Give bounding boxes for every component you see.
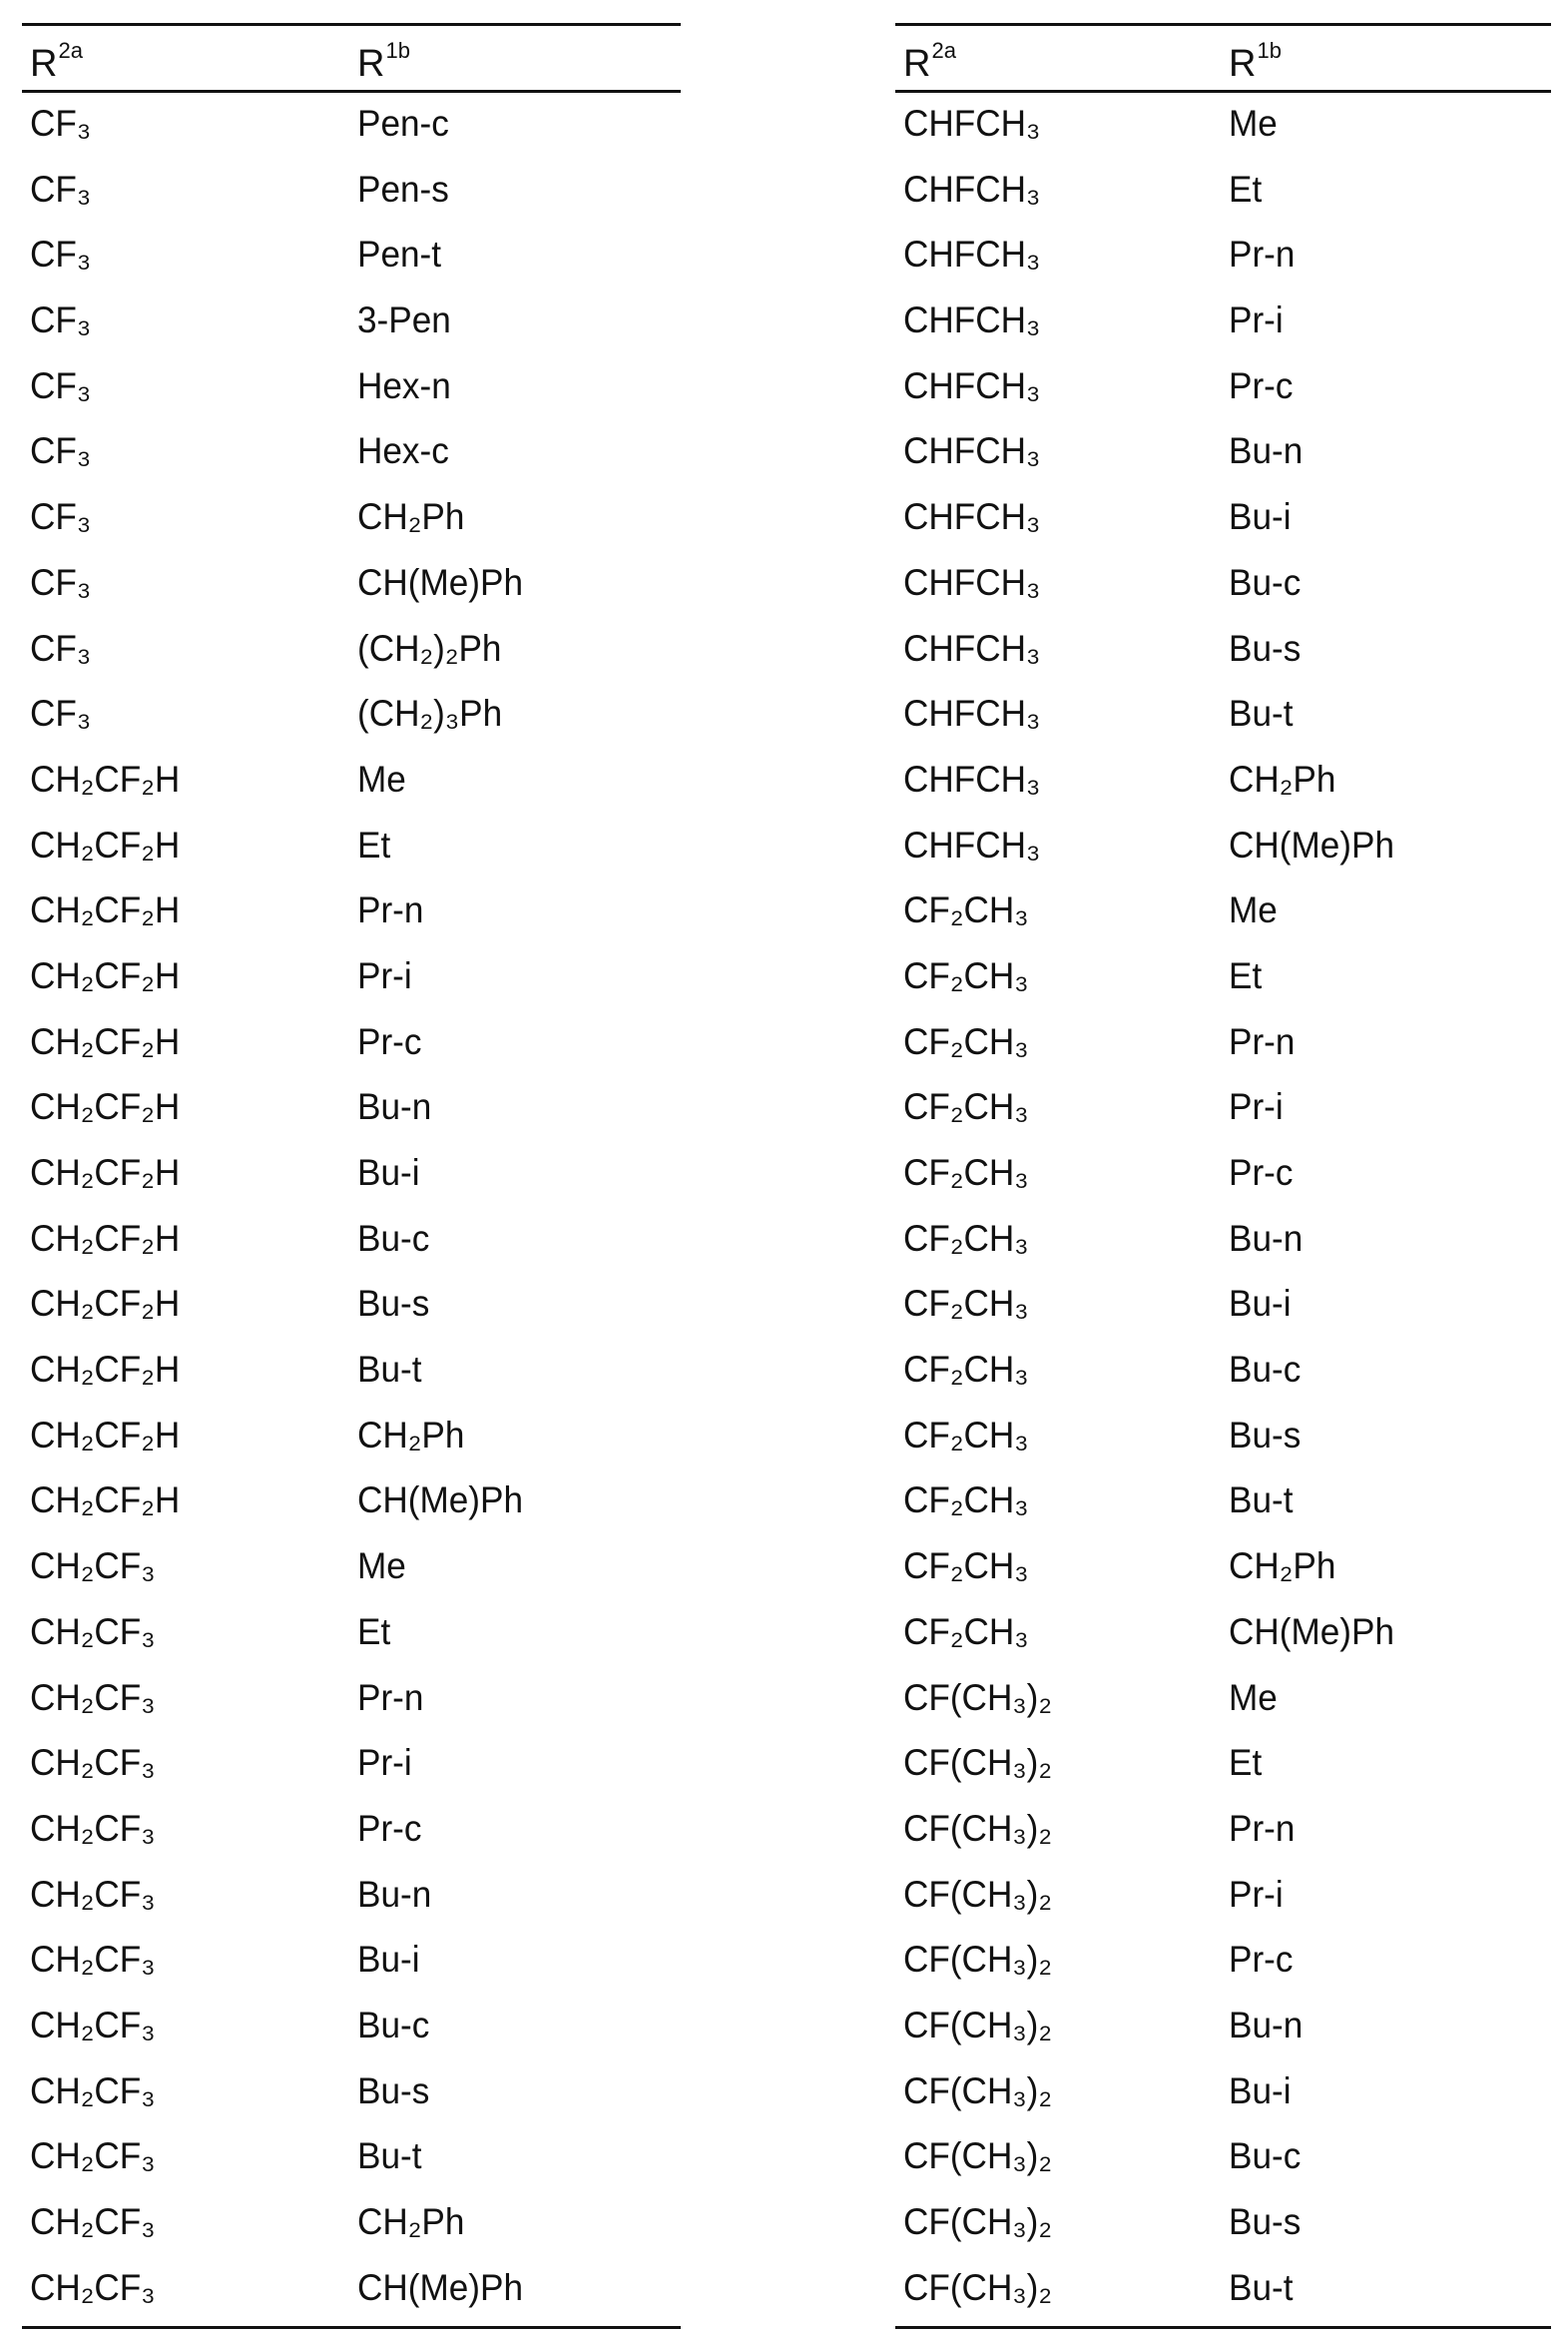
cell-r2a: CH₂CF₃	[30, 1939, 156, 1981]
cell-r2a: CHFCH₃	[903, 234, 1040, 276]
table-row	[22, 1601, 681, 1667]
header-r1b-sup: 1b	[1257, 38, 1281, 63]
table-row	[22, 355, 681, 421]
table-row	[22, 1405, 681, 1470]
cell-r2a: CH₂CF₂H	[30, 1152, 180, 1194]
cell-r2a: CF₂CH₃	[903, 1021, 1029, 1063]
cell-r1b: Bu-i	[1229, 2070, 1292, 2112]
cell-r2a: CH₂CF₂H	[30, 1349, 180, 1391]
cell-r1b: CH₂Ph	[357, 496, 464, 538]
cell-r1b: Bu-i	[1229, 496, 1292, 538]
cell-r1b: Me	[1229, 103, 1278, 145]
cell-r2a: CF₂CH₃	[903, 1611, 1029, 1653]
cell-r1b: Pr-c	[1229, 365, 1293, 407]
table-header	[895, 26, 1551, 93]
header-r2a-label: R	[903, 43, 930, 85]
table-row	[22, 2125, 681, 2191]
table-row	[895, 2257, 1551, 2323]
table-row	[895, 1732, 1551, 1798]
table-row	[22, 945, 681, 1011]
cell-r1b: Bu-t	[1229, 693, 1293, 735]
cell-r2a: CF₃	[30, 496, 91, 538]
table-row	[895, 815, 1551, 880]
cell-r2a: CF₃	[30, 430, 91, 472]
table-row	[22, 1076, 681, 1142]
table-row	[22, 1208, 681, 1274]
cell-r1b: Pr-n	[1229, 234, 1295, 276]
table-row	[22, 1732, 681, 1798]
header-r2a-label: R	[30, 43, 57, 85]
cell-r2a: CH₂CF₃	[30, 1742, 156, 1784]
cell-r2a: CH₂CF₂H	[30, 1415, 180, 1457]
cell-r1b: Pr-c	[1229, 1939, 1293, 1981]
cell-r2a: CF₂CH₃	[903, 1152, 1029, 1194]
table-row	[22, 2257, 681, 2323]
cell-r2a: CHFCH₃	[903, 169, 1040, 211]
table-row	[895, 1798, 1551, 1864]
table-row	[22, 2060, 681, 2126]
header-r1b-sup: 1b	[385, 38, 409, 63]
cell-r2a: CF₃	[30, 365, 91, 407]
table-row	[895, 749, 1551, 815]
cell-r2a: CHFCH₃	[903, 628, 1040, 670]
table-row	[22, 1469, 681, 1535]
cell-r1b: Pr-n	[357, 1677, 423, 1719]
cell-r1b: Bu-i	[357, 1152, 420, 1194]
cell-r2a: CH₂CF₂H	[30, 1021, 180, 1063]
cell-r2a: CF(CH₃)₂	[903, 1677, 1052, 1719]
cell-r1b: Bu-i	[357, 1939, 420, 1981]
cell-r1b: Pr-i	[1229, 1086, 1284, 1128]
cell-r1b: Bu-s	[1229, 1415, 1301, 1457]
cell-r2a: CF₂CH₃	[903, 1415, 1029, 1457]
table-row	[22, 1142, 681, 1208]
table-row	[895, 355, 1551, 421]
table-row	[895, 1929, 1551, 1995]
cell-r2a: CH₂CF₃	[30, 2005, 156, 2046]
cell-r2a: CH₂CF₃	[30, 1545, 156, 1587]
cell-r1b: CH₂Ph	[1229, 759, 1335, 801]
table-row	[22, 1339, 681, 1405]
cell-r1b: Bu-n	[1229, 430, 1303, 472]
cell-r1b: Pr-n	[1229, 1808, 1295, 1850]
cell-r2a: CH₂CF₂H	[30, 759, 180, 801]
cell-r2a: CF₃	[30, 693, 91, 735]
cell-r2a: CF₃	[30, 562, 91, 604]
cell-r1b: (CH₂)₂Ph	[357, 628, 501, 670]
header-r2a-sup: 2a	[58, 38, 82, 63]
cell-r1b: Bu-c	[1229, 2135, 1301, 2177]
cell-r1b: Bu-s	[1229, 628, 1301, 670]
table-row	[22, 618, 681, 684]
cell-r2a: CF(CH₃)₂	[903, 2005, 1052, 2046]
cell-r2a: CH₂CF₂H	[30, 825, 180, 867]
cell-r1b: 3-Pen	[357, 299, 451, 341]
table-row	[22, 290, 681, 355]
cell-r1b: Hex-c	[357, 430, 449, 472]
table-row	[22, 2191, 681, 2257]
table-header	[22, 26, 681, 93]
cell-r1b: CH(Me)Ph	[357, 562, 523, 604]
cell-r1b: Me	[1229, 1677, 1278, 1719]
cell-r2a: CHFCH₃	[903, 496, 1040, 538]
cell-r1b: Pr-n	[357, 889, 423, 931]
cell-r1b: Pr-c	[1229, 1152, 1293, 1194]
cell-r1b: Bu-c	[357, 2005, 429, 2046]
cell-r1b: Pr-n	[1229, 1021, 1295, 1063]
header-r1b	[357, 38, 410, 86]
header-r1b-label: R	[357, 43, 384, 85]
cell-r2a: CH₂CF₂H	[30, 1218, 180, 1260]
cell-r2a: CF₂CH₃	[903, 1545, 1029, 1587]
header-r2a	[30, 38, 83, 86]
header-r1b	[1229, 38, 1282, 86]
table-row	[895, 486, 1551, 552]
cell-r2a: CHFCH₃	[903, 365, 1040, 407]
table-row	[22, 1864, 681, 1930]
cell-r2a: CH₂CF₂H	[30, 1479, 180, 1521]
cell-r1b: Pr-c	[357, 1808, 421, 1850]
cell-r1b: Bu-t	[357, 1349, 421, 1391]
table-row	[895, 552, 1551, 618]
cell-r2a: CF₂CH₃	[903, 1479, 1029, 1521]
table-row	[895, 2191, 1551, 2257]
cell-r2a: CH₂CF₃	[30, 2201, 156, 2243]
cell-r2a: CF₃	[30, 234, 91, 276]
cell-r1b: Et	[357, 825, 390, 867]
table-row	[895, 1667, 1551, 1733]
table-row	[22, 1011, 681, 1077]
table-row	[895, 159, 1551, 225]
cell-r1b: Bu-s	[357, 1283, 429, 1325]
cell-r2a: CF(CH₃)₂	[903, 2267, 1052, 2309]
cell-r1b: Pr-i	[357, 955, 412, 997]
cell-r2a: CH₂CF₃	[30, 2070, 156, 2112]
header-r1b-label: R	[1229, 43, 1256, 85]
table-row	[895, 1208, 1551, 1274]
cell-r1b: Bu-c	[1229, 1349, 1301, 1391]
cell-r1b: Pr-i	[1229, 299, 1284, 341]
cell-r1b: Bu-n	[1229, 1218, 1303, 1260]
table-row	[895, 1142, 1551, 1208]
cell-r1b: CH(Me)Ph	[357, 1479, 523, 1521]
table-row	[22, 159, 681, 225]
cell-r1b: Bu-n	[1229, 2005, 1303, 2046]
table-row	[895, 879, 1551, 945]
cell-r1b: Bu-s	[357, 2070, 429, 2112]
cell-r2a: CH₂CF₂H	[30, 955, 180, 997]
header-r2a-sup: 2a	[931, 38, 955, 63]
table-row	[895, 1864, 1551, 1930]
table-row	[895, 1535, 1551, 1601]
right-table	[895, 23, 1551, 2329]
cell-r1b: Pen-s	[357, 169, 449, 211]
table-row	[895, 224, 1551, 290]
bottom-rule	[22, 2326, 681, 2329]
table-body	[22, 93, 681, 2322]
cell-r1b: Me	[357, 1545, 406, 1587]
table-row	[22, 1995, 681, 2060]
cell-r1b: CH₂Ph	[357, 1415, 464, 1457]
cell-r1b: Bu-c	[1229, 562, 1301, 604]
cell-r1b: Bu-n	[357, 1086, 431, 1128]
cell-r1b: Pr-i	[357, 1742, 412, 1784]
table-row	[895, 1405, 1551, 1470]
table-row	[22, 1929, 681, 1995]
table-row	[895, 945, 1551, 1011]
cell-r2a: CF(CH₃)₂	[903, 2201, 1052, 2243]
table-row	[895, 1273, 1551, 1339]
cell-r1b: Pr-i	[1229, 1874, 1284, 1916]
cell-r1b: Et	[1229, 169, 1262, 211]
cell-r2a: CF₂CH₃	[903, 1349, 1029, 1391]
table-row	[895, 1469, 1551, 1535]
table-row	[895, 2060, 1551, 2126]
table-row	[22, 879, 681, 945]
cell-r1b: Et	[357, 1611, 390, 1653]
bottom-rule	[895, 2326, 1551, 2329]
table-row	[895, 1601, 1551, 1667]
cell-r2a: CF₃	[30, 628, 91, 670]
cell-r2a: CF₂CH₃	[903, 889, 1029, 931]
table-body	[895, 93, 1551, 2322]
table-row	[22, 93, 681, 159]
cell-r2a: CF(CH₃)₂	[903, 2070, 1052, 2112]
cell-r1b: Bu-i	[1229, 1283, 1292, 1325]
table-row	[895, 1995, 1551, 2060]
header-r2a	[903, 38, 956, 86]
table-row	[22, 224, 681, 290]
table-row	[895, 683, 1551, 749]
cell-r2a: CF₂CH₃	[903, 1283, 1029, 1325]
cell-r2a: CHFCH₃	[903, 562, 1040, 604]
table-row	[895, 290, 1551, 355]
cell-r1b: Bu-t	[357, 2135, 421, 2177]
cell-r1b: Bu-t	[1229, 2267, 1293, 2309]
cell-r2a: CF₃	[30, 169, 91, 211]
cell-r2a: CF(CH₃)₂	[903, 1874, 1052, 1916]
cell-r2a: CH₂CF₃	[30, 2267, 156, 2309]
table-row	[22, 1273, 681, 1339]
cell-r2a: CH₂CF₃	[30, 1808, 156, 1850]
cell-r1b: Bu-c	[357, 1218, 429, 1260]
cell-r2a: CH₂CF₃	[30, 1611, 156, 1653]
cell-r2a: CH₂CF₂H	[30, 889, 180, 931]
cell-r1b: Me	[357, 759, 406, 801]
table-row	[22, 1535, 681, 1601]
table-row	[22, 683, 681, 749]
cell-r2a: CHFCH₃	[903, 430, 1040, 472]
table-row	[895, 1339, 1551, 1405]
table-row	[22, 1667, 681, 1733]
cell-r1b: Pen-c	[357, 103, 449, 145]
cell-r1b: Et	[1229, 1742, 1262, 1784]
table-row	[22, 420, 681, 486]
cell-r1b: CH(Me)Ph	[357, 2267, 523, 2309]
table-row	[22, 749, 681, 815]
cell-r2a: CH₂CF₃	[30, 2135, 156, 2177]
table-row	[895, 2125, 1551, 2191]
cell-r2a: CF(CH₃)₂	[903, 1939, 1052, 1981]
cell-r1b: Bu-n	[357, 1874, 431, 1916]
cell-r1b: Pr-c	[357, 1021, 421, 1063]
cell-r2a: CH₂CF₃	[30, 1874, 156, 1916]
left-table	[22, 23, 681, 2329]
table-row	[22, 1798, 681, 1864]
cell-r2a: CHFCH₃	[903, 299, 1040, 341]
cell-r2a: CF₂CH₃	[903, 1218, 1029, 1260]
cell-r2a: CHFCH₃	[903, 825, 1040, 867]
cell-r2a: CF(CH₃)₂	[903, 2135, 1052, 2177]
cell-r1b: Me	[1229, 889, 1278, 931]
cell-r1b: CH₂Ph	[1229, 1545, 1335, 1587]
cell-r2a: CF₂CH₃	[903, 1086, 1029, 1128]
cell-r2a: CF(CH₃)₂	[903, 1742, 1052, 1784]
cell-r2a: CF₃	[30, 103, 91, 145]
table-row	[22, 815, 681, 880]
cell-r2a: CH₂CF₂H	[30, 1283, 180, 1325]
cell-r2a: CF₃	[30, 299, 91, 341]
cell-r1b: CH(Me)Ph	[1229, 825, 1394, 867]
table-row	[895, 420, 1551, 486]
cell-r2a: CH₂CF₃	[30, 1677, 156, 1719]
cell-r1b: Bu-t	[1229, 1479, 1293, 1521]
table-row	[895, 93, 1551, 159]
cell-r2a: CH₂CF₂H	[30, 1086, 180, 1128]
cell-r1b: Pen-t	[357, 234, 441, 276]
cell-r1b: (CH₂)₃Ph	[357, 693, 502, 735]
cell-r2a: CHFCH₃	[903, 759, 1040, 801]
cell-r1b: Et	[1229, 955, 1262, 997]
cell-r1b: Bu-s	[1229, 2201, 1301, 2243]
table-row	[895, 1076, 1551, 1142]
cell-r2a: CF₂CH₃	[903, 955, 1029, 997]
cell-r1b: CH₂Ph	[357, 2201, 464, 2243]
cell-r1b: CH(Me)Ph	[1229, 1611, 1394, 1653]
table-row	[22, 552, 681, 618]
cell-r1b: Hex-n	[357, 365, 451, 407]
cell-r2a: CF(CH₃)₂	[903, 1808, 1052, 1850]
table-row	[22, 486, 681, 552]
cell-r2a: CHFCH₃	[903, 103, 1040, 145]
table-row	[895, 1011, 1551, 1077]
table-row	[895, 618, 1551, 684]
cell-r2a: CHFCH₃	[903, 693, 1040, 735]
